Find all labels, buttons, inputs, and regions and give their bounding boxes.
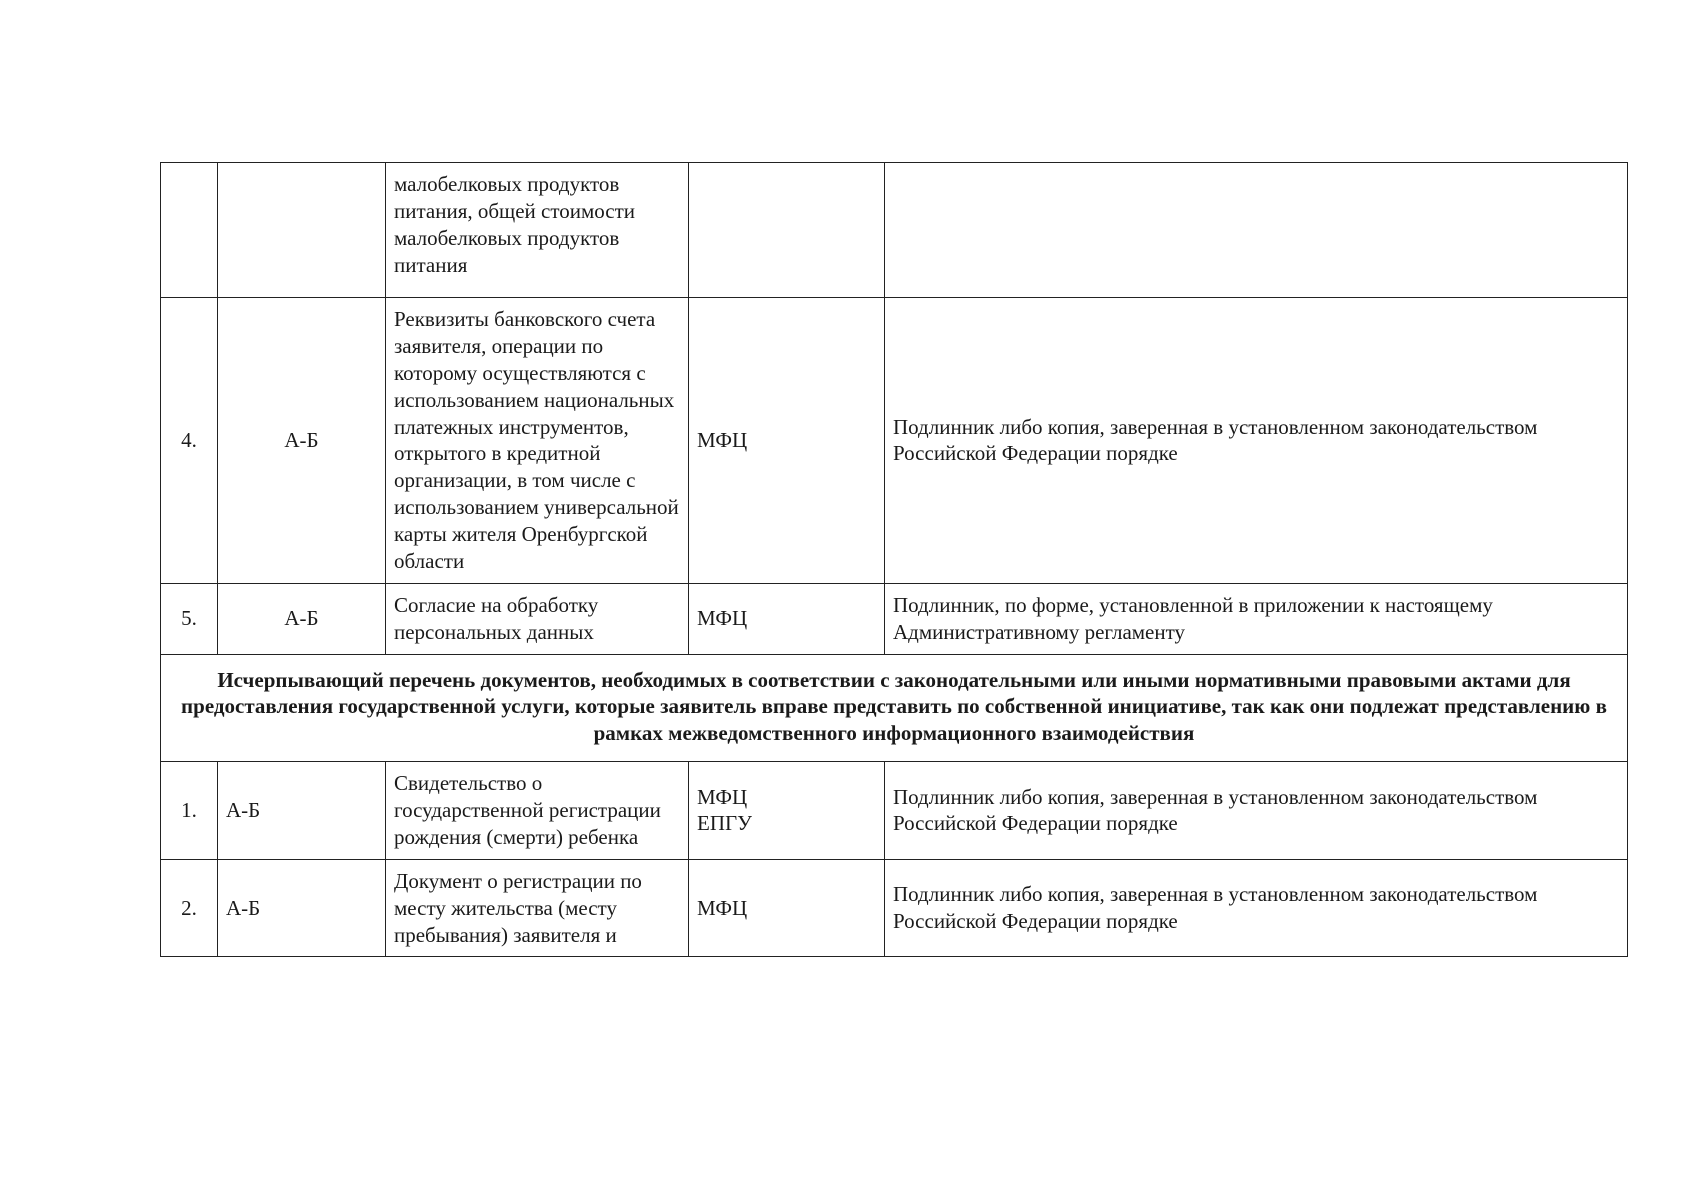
document-form-cell: Подлинник либо копия, заверенная в установленном законодательством Российской Федерации порядке: [885, 859, 1628, 957]
document-form-cell: Подлинник либо копия, заверенная в установленном законодательством Российской Федерации порядке: [885, 762, 1628, 860]
applicant-group-cell: А-Б: [218, 859, 386, 957]
table-row: [161, 298, 1628, 584]
row-number-cell: 4.: [161, 298, 218, 584]
applicant-group-cell: [218, 163, 386, 298]
section-heading: Исчерпывающий перечень документов, необходимых в соответствии с законодательными или иными нормативными правовыми актами для предоставления государственной услуги, которые заявитель вправе представить по собственной инициативе, так как они подлежат представлению в рамках межведомственного информационного взаимодействия: [161, 654, 1628, 762]
applicant-group-cell: А-Б: [218, 298, 386, 584]
document-description-cell: Реквизиты банковского счета заявителя, операции по которому осуществляются с использованием национальных платежных инструментов, открытого в кредитной организации, в том числе с использованием универсальной карты жителя Оренбургской области: [386, 298, 689, 584]
table-row: [161, 859, 1628, 957]
row-number-cell: 5.: [161, 583, 218, 654]
submission-place-cell: МФЦ: [689, 583, 885, 654]
submission-place-cell: МФЦ: [689, 298, 885, 584]
section-heading-row: [161, 654, 1628, 762]
document-form-cell: [885, 163, 1628, 298]
applicant-group-cell: А-Б: [218, 762, 386, 860]
table-row: [161, 583, 1628, 654]
applicant-group-cell: А-Б: [218, 583, 386, 654]
document-description-cell: Свидетельство о государственной регистрации рождения (смерти) ребенка: [386, 762, 689, 860]
row-number-cell: [161, 163, 218, 298]
row-number-cell: 2.: [161, 859, 218, 957]
document-description-cell: малобелковых продуктов питания, общей стоимости малобелковых продуктов питания: [386, 163, 689, 298]
submission-place-cell: МФЦ: [689, 859, 885, 957]
table-row: [161, 163, 1628, 298]
row-number-cell: 1.: [161, 762, 218, 860]
document-form-cell: Подлинник либо копия, заверенная в установленном законодательством Российской Федерации порядке: [885, 298, 1628, 584]
document-form-cell: Подлинник, по форме, установленной в приложении к настоящему Административному регламенту: [885, 583, 1628, 654]
document-description-cell: Документ о регистрации по месту жительства (месту пребывания) заявителя и: [386, 859, 689, 957]
document-description-cell: Согласие на обработку персональных данных: [386, 583, 689, 654]
documents-table: [160, 162, 1628, 957]
document-sheet: [160, 162, 1628, 957]
table-row: [161, 762, 1628, 860]
submission-place-cell: МФЦ ЕПГУ: [689, 762, 885, 860]
submission-place-cell: [689, 163, 885, 298]
